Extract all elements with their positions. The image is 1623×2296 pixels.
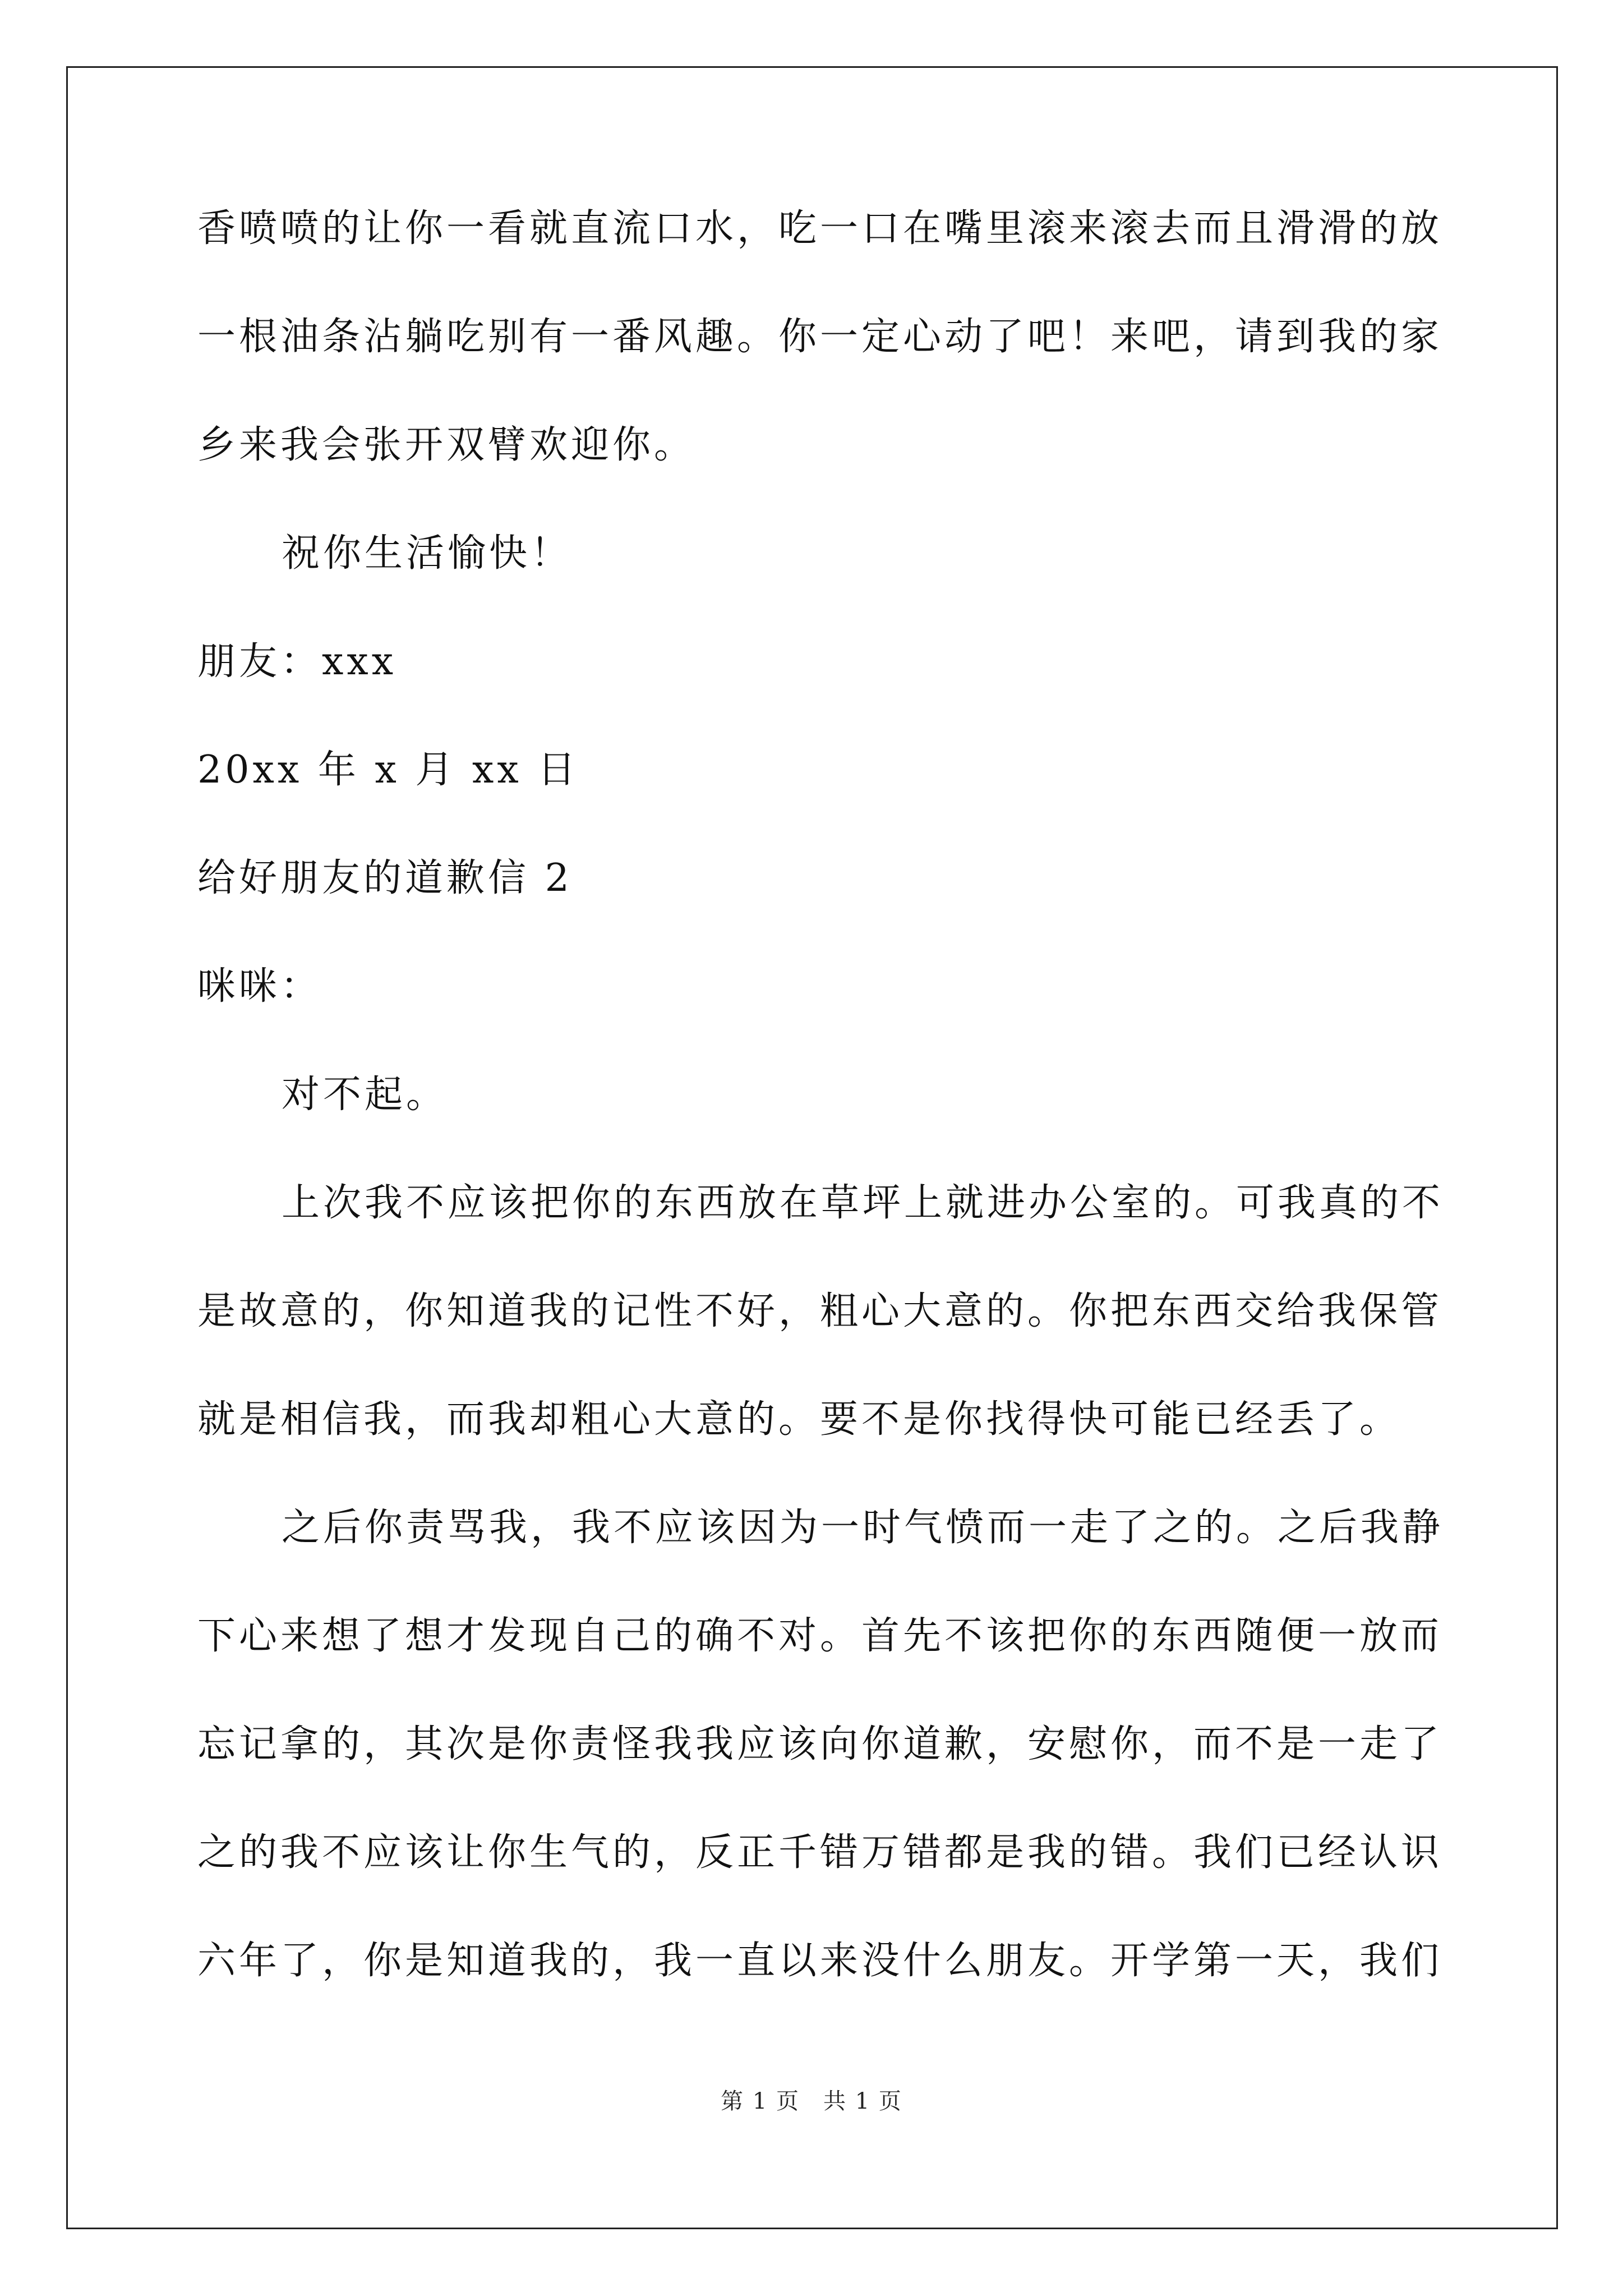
date-line: 20xx 年 x 月 xx 日	[197, 748, 579, 792]
closing-wish: 祝你生活愉快！	[282, 531, 573, 576]
text-line: 一根油条沾躺吃别有一番风趣。你一定心动了吧！来吧，请到我的家	[197, 315, 1443, 359]
text-line: 六年了，你是知道我的，我一直以来没什么朋友。开学第一天，我们	[197, 1939, 1443, 1983]
text-line: 之后你责骂我，我不应该因为一时气愤而一走了之的。之后我静	[282, 1506, 1444, 1550]
text-line: 乡来我会张开双臂欢迎你。	[197, 423, 696, 467]
text-line: 忘记拿的，其次是你责怪我我应该向你道歉，安慰你，而不是一走了	[197, 1722, 1443, 1766]
page-border	[66, 66, 1558, 2229]
salutation: 咪咪：	[197, 964, 322, 1009]
text-line: 上次我不应该把你的东西放在草坪上就进办公室的。可我真的不	[282, 1181, 1444, 1225]
text-line: 对不起。	[282, 1073, 448, 1117]
text-line: 香喷喷的让你一看就直流口水，吃一口在嘴里滚来滚去而且滑滑的放	[197, 206, 1443, 251]
section-title: 给好朋友的道歉信 2	[197, 856, 573, 900]
text-line: 就是相信我，而我却粗心大意的。要不是你找得快可能已经丢了。	[197, 1397, 1401, 1442]
text-line: 之的我不应该让你生气的，反正千错万错都是我的错。我们已经认识	[197, 1830, 1443, 1875]
signature-line: 朋友：xxx	[197, 639, 397, 684]
text-line: 是故意的，你知道我的记性不好，粗心大意的。你把东西交给我保管	[197, 1289, 1443, 1333]
page-number-footer: 第 1 页 共 1 页	[721, 2088, 902, 2114]
text-line: 下心来想了想才发现自己的确不对。首先不该把你的东西随便一放而	[197, 1614, 1443, 1658]
